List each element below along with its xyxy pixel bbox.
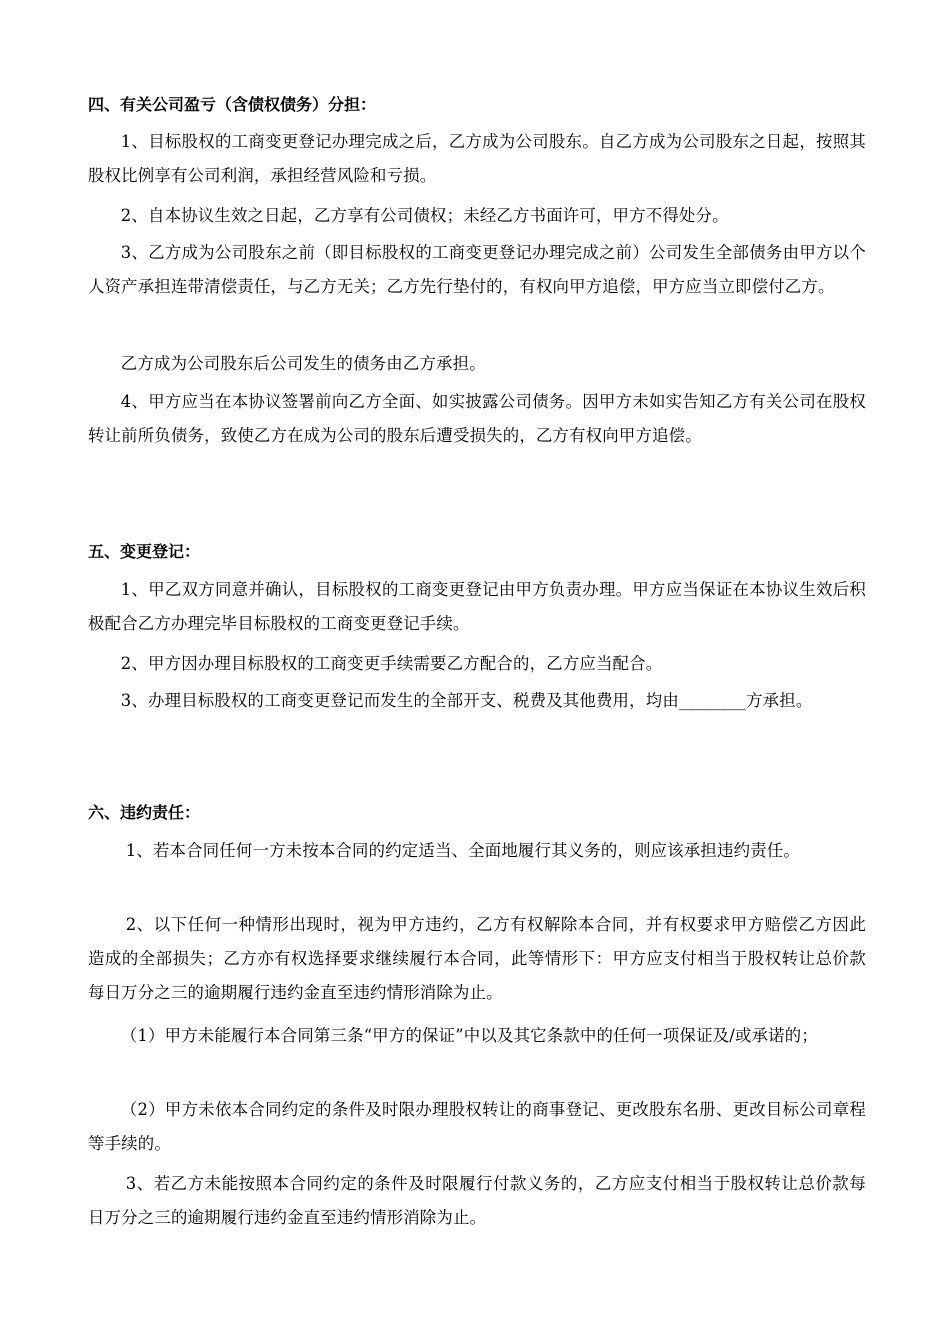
section-5-title: 五、变更登记：: [88, 542, 201, 561]
section-6-clause-2: 2、以下任何一种情形出现时，视为甲方违约，乙方有权解除本合同，并有权要求甲方赔偿乙方因此造成的全部损失；乙方亦有权选择要求继续履行本合同，此等情形下：甲方应支付相当于股权转让总价款每日万分之三的逾期履行违约金直至违约情形消除为止。: [88, 915, 866, 1002]
section-4-clause-3: 3、乙方成为公司股东之前（即目标股权的工商变更登记办理完成之前）公司发生全部债务由甲方以个人资产承担连带清偿责任，与乙方无关；乙方先行垫付的，有权向甲方追偿，甲方应当立即偿付乙方。: [88, 243, 866, 296]
section-6-clause-1: 1、若本合同任何一方未按本合同的约定适当、全面地履行其义务的，则应该承担违约责任。: [125, 841, 800, 860]
section-4-title: 四、有关公司盈亏（含债权债务）分担：: [88, 95, 377, 114]
section-4-clause-4: 4、甲方应当在本协议签署前向乙方全面、如实披露公司债务。因甲方未如实告知乙方有关公司在股权转让前所负债务，致使乙方在成为公司的股东后遭受损失的，乙方有权向甲方追偿。: [88, 392, 866, 445]
section-6-clause-3: 3、若乙方未能按照本合同约定的条件及时限履行付款义务的，乙方应支付相当于股权转让总价款每日万分之三的逾期履行违约金直至违约情形消除为止。: [88, 1174, 866, 1227]
section-6-title: 六、违约责任：: [88, 803, 201, 822]
section-5-clause-1: 1、甲乙双方同意并确认，目标股权的工商变更登记由甲方负责办理。甲方应当保证在本协议生效后积极配合乙方办理完毕目标股权的工商变更登记手续。: [88, 580, 866, 633]
section-4-clause-2: 2、自本协议生效之日起，乙方享有公司债权；未经乙方书面许可，甲方不得处分。: [120, 206, 729, 225]
section-6-item-1: （1）甲方未能履行本合同第三条“甲方的保证”中以及其它条款中的任何一项保证及/或承诺的；: [120, 1026, 818, 1045]
section-5-clause-3: 3、办理目标股权的工商变更登记而发生的全部开支、税费及其他费用，均由________方承担。: [120, 691, 813, 710]
section-4-clause-1: 1、目标股权的工商变更登记办理完成之后，乙方成为公司股东。自乙方成为公司股东之日起，按照其股权比例享有公司利润，承担经营风险和亏损。: [88, 132, 866, 185]
section-5-clause-2: 2、甲方因办理目标股权的工商变更手续需要乙方配合的，乙方应当配合。: [120, 654, 663, 673]
section-6-item-2: （2）甲方未依本合同约定的条件及时限办理股权转让的商事登记、更改股东名册、更改目标公司章程等手续的。: [88, 1100, 866, 1153]
section-4-clause-3-note: 乙方成为公司股东后公司发生的债务由乙方承担。: [120, 354, 486, 373]
